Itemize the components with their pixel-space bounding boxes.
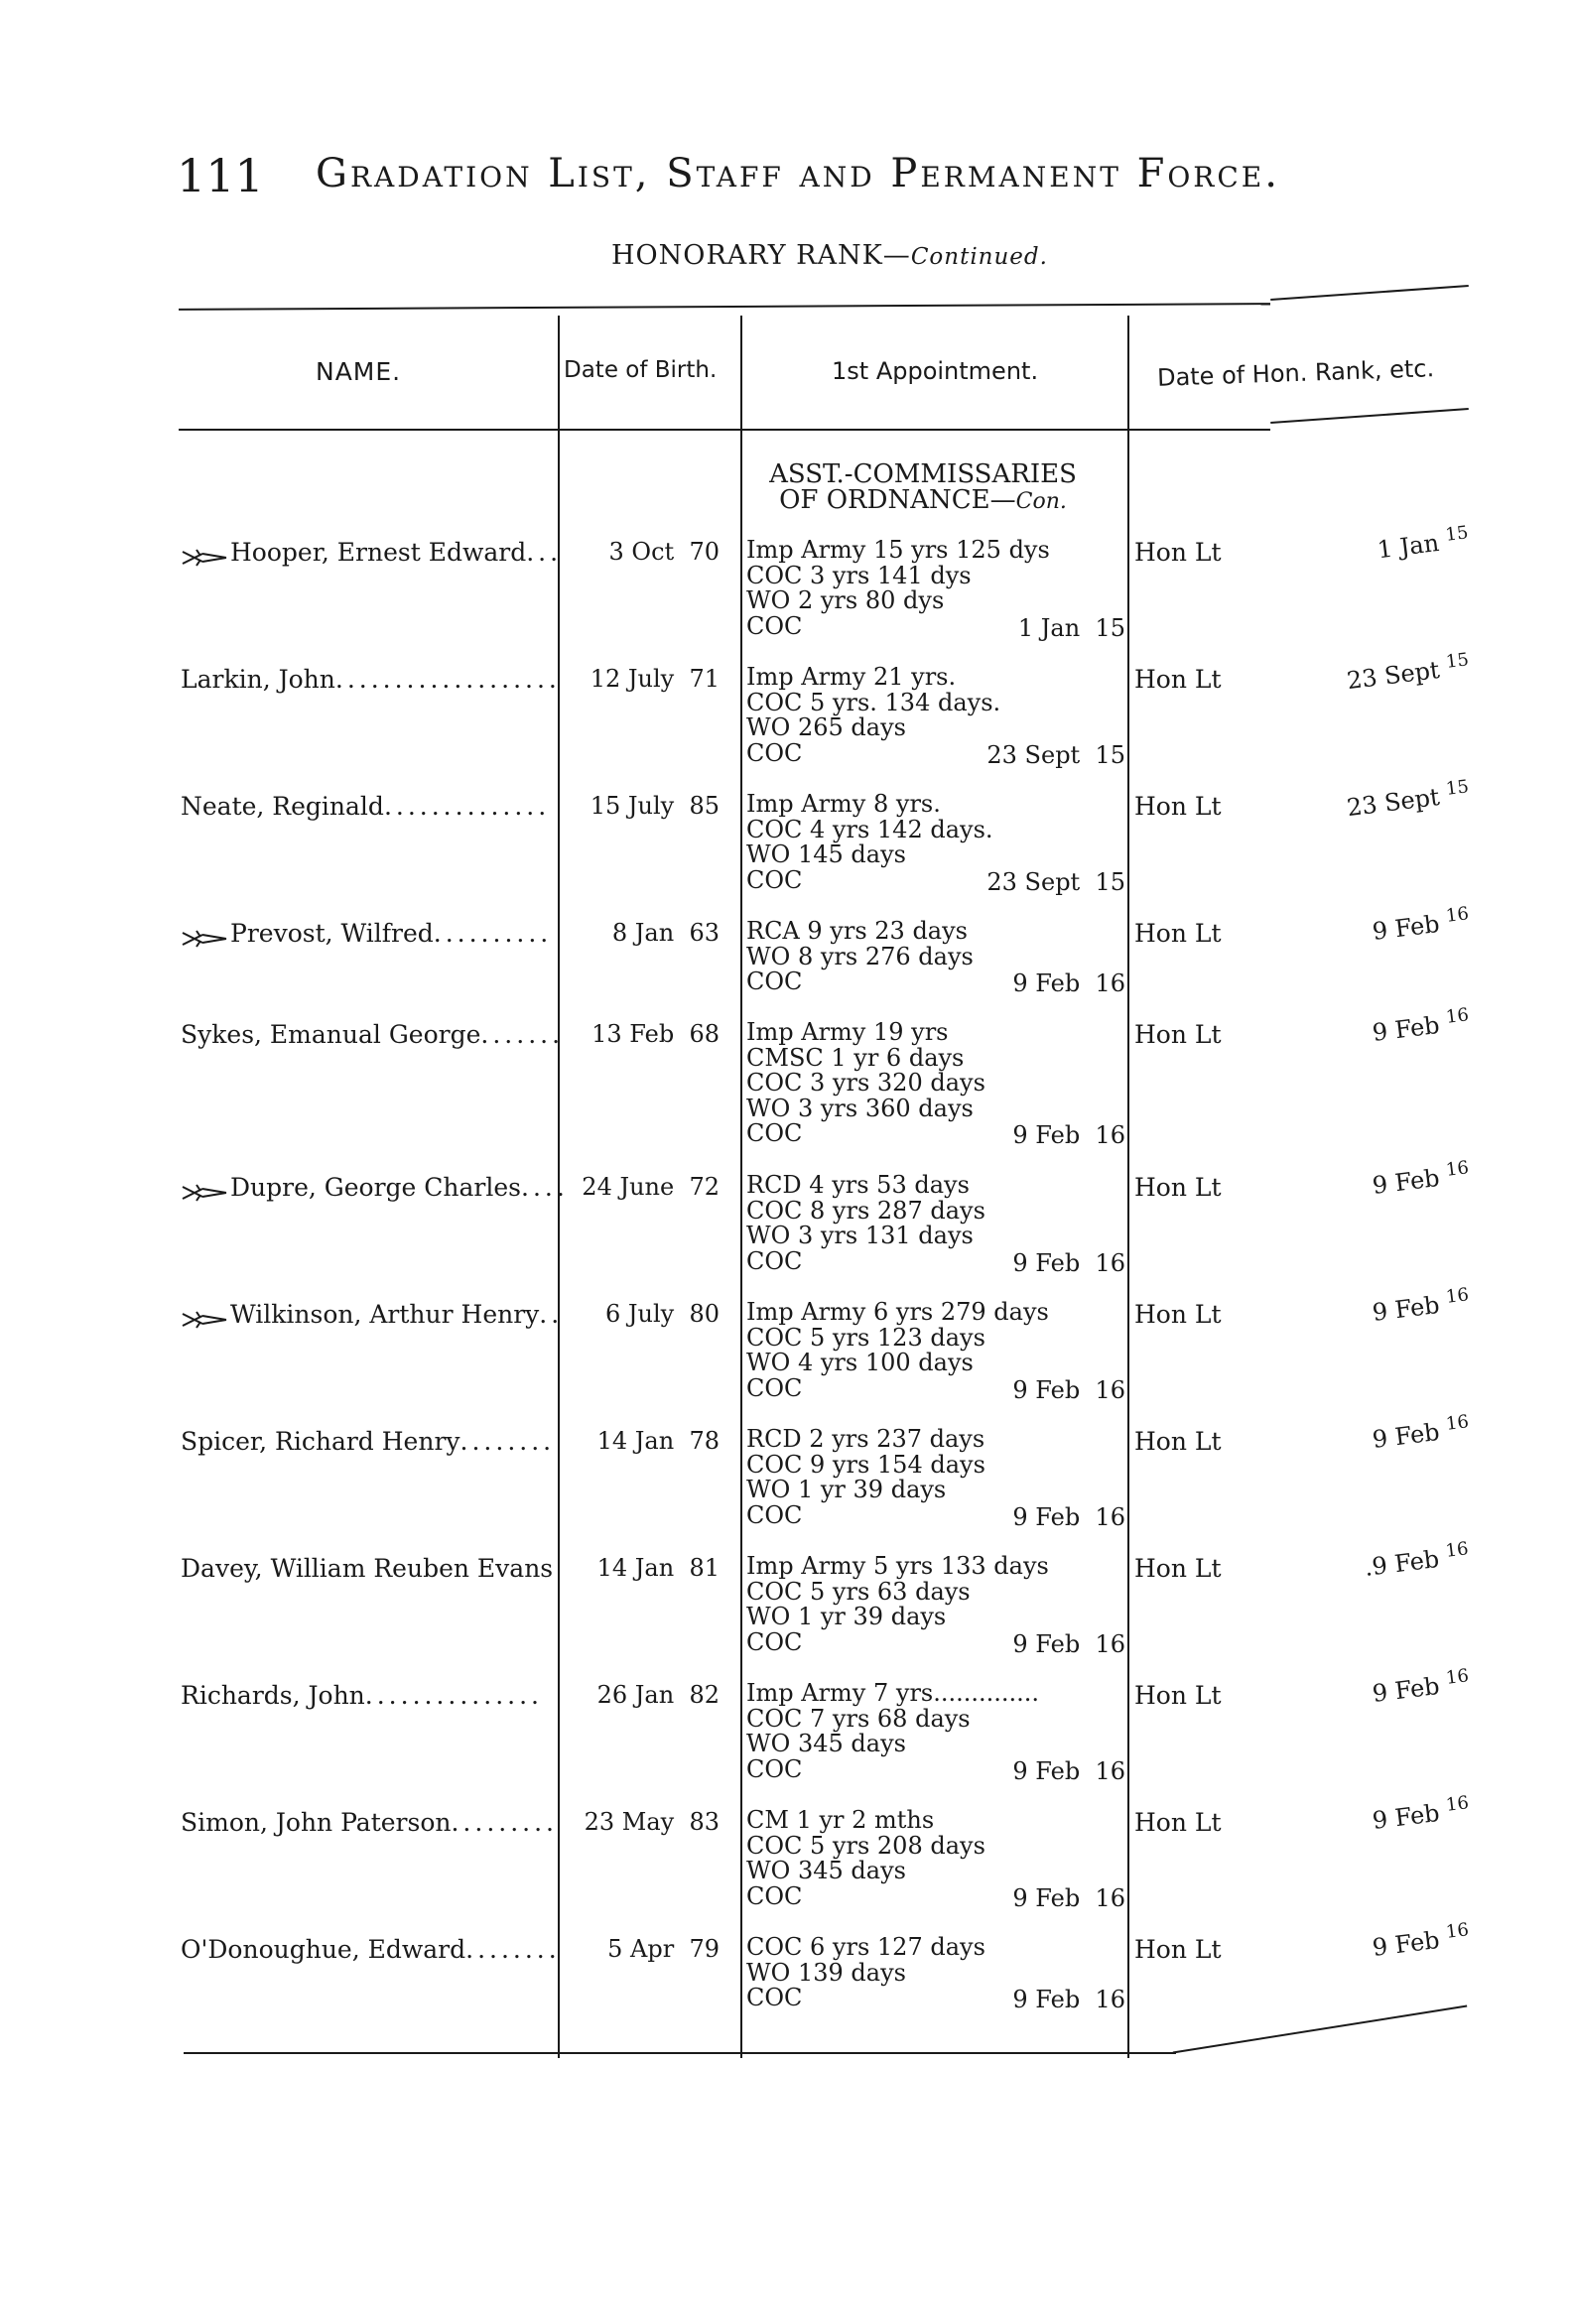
appointment-line: WO 3 yrs 360 days <box>746 1094 974 1122</box>
honorary-rank: Hon Lt <box>1134 919 1222 948</box>
officer-name: Wilkinson, Arthur Henry.. <box>181 1300 556 1329</box>
appointment-date: 23 Sept 15 <box>986 867 1125 896</box>
honorary-rank-date: 9 Feb $^{16}$ <box>1370 1004 1470 1047</box>
honorary-rank: Hon Lt <box>1134 1808 1222 1837</box>
appointment-line: Imp Army 6 yrs 279 days <box>746 1298 1049 1326</box>
appointment-line: RCD 4 yrs 53 days <box>746 1171 970 1199</box>
appointment-line: COC 4 yrs 142 days. <box>746 815 993 843</box>
bottom-rule-curl <box>1173 2005 1468 2054</box>
officer-name: Sykes, Emanual George....... <box>181 1020 565 1049</box>
appointment-line: COC <box>746 1246 803 1275</box>
appointment-line: COC <box>746 1984 803 2011</box>
appointment-date: 9 Feb 16 <box>1012 1121 1125 1149</box>
header-rule-curl <box>1270 408 1469 424</box>
officer-name: Davey, William Reuben Evans <box>181 1554 554 1583</box>
honorary-rank-date: 9 Feb $^{16}$ <box>1370 1792 1470 1835</box>
appointment-line: COC <box>746 1119 803 1147</box>
col-header-hon-rank: Date of Hon. Rank, etc. <box>1156 354 1435 392</box>
date-of-birth: 5 Apr 79 <box>607 1935 720 1963</box>
appointment-date: 9 Feb 16 <box>1012 1502 1125 1531</box>
honorary-rank: Hon Lt <box>1134 665 1222 694</box>
col-header-dob: Date of Birth. <box>564 357 718 383</box>
appointment-line: WO 265 days <box>746 713 906 741</box>
date-of-birth: 14 Jan 78 <box>596 1427 720 1455</box>
officer-name: Neate, Reginald.............. <box>181 792 551 821</box>
appointment-line: COC <box>746 1881 803 1910</box>
officer-name: Hooper, Ernest Edward... <box>181 538 556 567</box>
date-of-birth: 6 July 80 <box>604 1300 720 1328</box>
appointment-line: COC <box>746 738 803 767</box>
honorary-rank-date: 9 Feb $^{16}$ <box>1370 1411 1470 1454</box>
appointment-line: CMSC 1 yr 6 days <box>746 1043 965 1072</box>
appointment-date: 9 Feb 16 <box>1012 1986 1125 2013</box>
appointment-line: WO 2 yrs 80 dys <box>746 586 945 614</box>
top-rule-curl <box>1270 285 1469 301</box>
appointment-line: COC 5 yrs 63 days <box>746 1577 971 1606</box>
appointment-line: COC <box>746 1627 803 1656</box>
honorary-rank-date: 9 Feb $^{16}$ <box>1370 1919 1470 1962</box>
appointment-line: WO 139 days <box>746 1958 906 1987</box>
honorary-rank: Hon Lt <box>1134 1554 1222 1583</box>
appointment-line: COC 9 yrs 154 days <box>746 1450 985 1479</box>
honorary-rank: Hon Lt <box>1134 1681 1222 1710</box>
date-of-birth: 13 Feb 68 <box>591 1020 720 1048</box>
date-of-birth: 23 May 83 <box>584 1808 720 1836</box>
section-line-2: OF ORDNANCE—Con. <box>779 485 1067 515</box>
crossed-swords-icon <box>181 1307 228 1327</box>
appointment-date: 1 Jan 15 <box>1017 613 1125 642</box>
honorary-rank-date: 9 Feb $^{16}$ <box>1370 1665 1470 1708</box>
appointment-line: COC 5 yrs 208 days <box>746 1831 985 1860</box>
appointment-line: WO 1 yr 39 days <box>746 1476 947 1503</box>
section-heading <box>744 461 1102 515</box>
date-of-birth: 24 June 72 <box>582 1173 720 1201</box>
appointment-date: 9 Feb 16 <box>1012 1375 1125 1404</box>
col-divider-3 <box>1127 316 1129 2058</box>
top-rule <box>179 303 1270 311</box>
appointment-line: COC <box>746 1500 803 1529</box>
honorary-rank-date: 9 Feb $^{16}$ <box>1370 903 1470 946</box>
honorary-rank-date: 1 Jan $^{15}$ <box>1376 522 1470 565</box>
appointment-date: 23 Sept 15 <box>986 740 1125 769</box>
appointment-line: COC 3 yrs 320 days <box>746 1069 985 1097</box>
col-header-appointment: 1st Appointment. <box>832 357 1039 385</box>
appointment-line: WO 8 yrs 276 days <box>746 942 974 970</box>
appointment-line: Imp Army 5 yrs 133 days <box>746 1552 1049 1580</box>
officer-name: Prevost, Wilfred.......... <box>181 919 556 948</box>
appointment-line: Imp Army 8 yrs. <box>746 790 941 818</box>
honorary-rank-date: 23 Sept $^{15}$ <box>1345 649 1470 696</box>
appointment-line: COC 8 yrs 287 days <box>746 1196 985 1225</box>
section-line-1: ASST.-COMMISSARIES <box>769 459 1077 489</box>
appointment-line: WO 145 days <box>746 840 906 868</box>
appointment-line: CM 1 yr 2 mths <box>746 1806 935 1834</box>
appointment-line: RCD 2 yrs 237 days <box>746 1425 985 1453</box>
date-of-birth: 26 Jan 82 <box>596 1681 720 1709</box>
appointment-date: 9 Feb 16 <box>1012 969 1125 997</box>
honorary-rank-date: 23 Sept $^{15}$ <box>1345 776 1470 823</box>
subtitle-italic: Continued. <box>910 244 1048 270</box>
honorary-rank: Hon Lt <box>1134 792 1222 821</box>
appointment-line: Imp Army 21 yrs. <box>746 663 957 691</box>
appointment-date: 9 Feb 16 <box>1012 1756 1125 1785</box>
honorary-rank: Hon Lt <box>1134 1427 1222 1456</box>
appointment-line: COC 5 yrs. 134 days. <box>746 688 1001 716</box>
appointment-line: COC 6 yrs 127 days <box>746 1933 985 1961</box>
appointment-line: COC <box>746 968 803 995</box>
appointment-date: 9 Feb 16 <box>1012 1248 1125 1277</box>
officer-name: Spicer, Richard Henry........ <box>181 1427 556 1456</box>
honorary-rank: Hon Lt <box>1134 538 1222 567</box>
header-rule <box>179 429 1270 431</box>
appointment-line: Imp Army 7 yrs.............. <box>746 1679 1040 1707</box>
appointment-line: COC 7 yrs 68 days <box>746 1704 971 1733</box>
appointment-line: Imp Army 19 yrs <box>746 1018 949 1046</box>
appointment-line: WO 1 yr 39 days <box>746 1603 947 1630</box>
page-number: 111 <box>177 149 264 202</box>
honorary-rank: Hon Lt <box>1134 1173 1222 1202</box>
col-header-name: NAME. <box>316 357 402 386</box>
col-divider-2 <box>740 316 742 2058</box>
officer-name: Dupre, George Charles.... <box>181 1173 556 1202</box>
page-title: Gradation List, Staff and Permanent Force. <box>316 151 1280 196</box>
honorary-rank: Hon Lt <box>1134 1300 1222 1329</box>
officer-name: O'Donoughue, Edward........ <box>181 1935 561 1964</box>
appointment-line: COC <box>746 1754 803 1783</box>
appointment-line: COC <box>746 611 803 640</box>
honorary-rank-date: 9 Feb $^{16}$ <box>1370 1157 1470 1200</box>
officer-name: Richards, John............... <box>181 1681 543 1710</box>
crossed-swords-icon <box>181 1180 228 1200</box>
appointment-line: COC <box>746 865 803 894</box>
date-of-birth: 3 Oct 70 <box>608 538 720 566</box>
appointment-line: COC 5 yrs 123 days <box>746 1323 985 1352</box>
crossed-swords-icon <box>181 926 228 946</box>
appointment-date: 9 Feb 16 <box>1012 1883 1125 1912</box>
date-of-birth: 8 Jan 63 <box>611 919 720 947</box>
date-of-birth: 14 Jan 81 <box>596 1554 720 1582</box>
appointment-line: Imp Army 15 yrs 125 dys <box>746 536 1050 564</box>
page-subtitle <box>611 240 1048 271</box>
appointment-line: COC <box>746 1373 803 1402</box>
honorary-rank: Hon Lt <box>1134 1935 1222 1964</box>
bottom-rule <box>184 2052 1176 2054</box>
date-of-birth: 15 July 85 <box>590 792 720 820</box>
appointment-line: WO 345 days <box>746 1857 906 1884</box>
honorary-rank-date: 9 Feb $^{16}$ <box>1370 1284 1470 1327</box>
appointment-line: WO 345 days <box>746 1730 906 1757</box>
appointment-date: 9 Feb 16 <box>1012 1629 1125 1658</box>
date-of-birth: 12 July 71 <box>590 665 720 693</box>
honorary-rank: Hon Lt <box>1134 1020 1222 1049</box>
crossed-swords-icon <box>181 545 228 565</box>
appointment-line: WO 3 yrs 131 days <box>746 1222 974 1249</box>
officer-name: Simon, John Paterson......... <box>181 1808 559 1837</box>
appointment-line: RCA 9 yrs 23 days <box>746 917 968 945</box>
honorary-rank-date: .9 Feb $^{16}$ <box>1363 1538 1470 1582</box>
subtitle-main: HONORARY RANK— <box>611 240 911 271</box>
appointment-line: WO 4 yrs 100 days <box>746 1349 974 1376</box>
appointment-line: COC 3 yrs 141 dys <box>746 561 972 589</box>
officer-name: Larkin, John................... <box>181 665 561 694</box>
